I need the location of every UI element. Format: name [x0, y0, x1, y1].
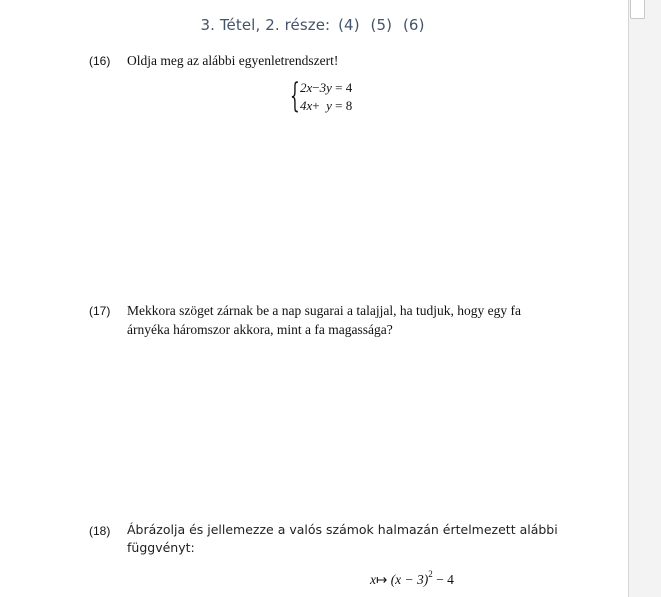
maps-to-arrow: ↦ — [376, 572, 388, 587]
question-18-text — [127, 521, 567, 557]
title-part-6: (6) — [402, 16, 425, 34]
eq1-op: − — [312, 80, 320, 95]
function-var: x — [370, 572, 376, 587]
question-16-text: Oldja meg az alábbi egyenletrendszert! — [127, 53, 339, 68]
page-title — [0, 16, 628, 34]
equation-line-2 — [300, 98, 352, 114]
eq1-term-a: 2x — [300, 80, 313, 95]
title-part-4: (4) — [338, 16, 360, 34]
question-16-number: (16) — [89, 54, 111, 68]
question-18-number: (18) — [89, 524, 111, 538]
question-18-line-2: függvényt: — [127, 540, 195, 555]
question-17-text — [127, 301, 567, 339]
equation-line-1 — [300, 80, 352, 96]
question-17-line-2: árnyéka háromszor akkora, mint a fa magassága? — [127, 322, 393, 337]
equation-system — [290, 76, 380, 116]
vertical-scrollbar[interactable] — [630, 0, 661, 597]
eq1-term-b: 3y — [319, 80, 332, 95]
question-17-number: (17) — [89, 304, 111, 318]
function-exponent: 2 — [428, 569, 433, 579]
eq1-rhs: = 4 — [335, 80, 353, 95]
title-part-5: (5) — [370, 16, 393, 34]
title-prefix: 3. Tétel, 2. része: — [200, 16, 331, 34]
question-17-line-1: Mekkora szöget zárnak be a nap sugarai a talajjal, ha tudjuk, hogy egy fa — [127, 303, 521, 318]
scrollbar-thumb[interactable] — [630, 0, 645, 19]
function-base: (x − 3) — [390, 572, 429, 587]
question-18-line-1: Ábrázolja és jellemezze a valós számok halmazán értelmezett alábbi — [127, 522, 558, 537]
eq2-term-a: 4x — [300, 98, 313, 113]
function-formula — [370, 569, 454, 588]
eq2-op: + — [312, 98, 320, 113]
function-tail: − 4 — [432, 572, 454, 587]
eq2-term-b: y — [326, 98, 332, 113]
eq2-rhs: = 8 — [335, 98, 353, 113]
brace-icon: { — [290, 76, 300, 116]
